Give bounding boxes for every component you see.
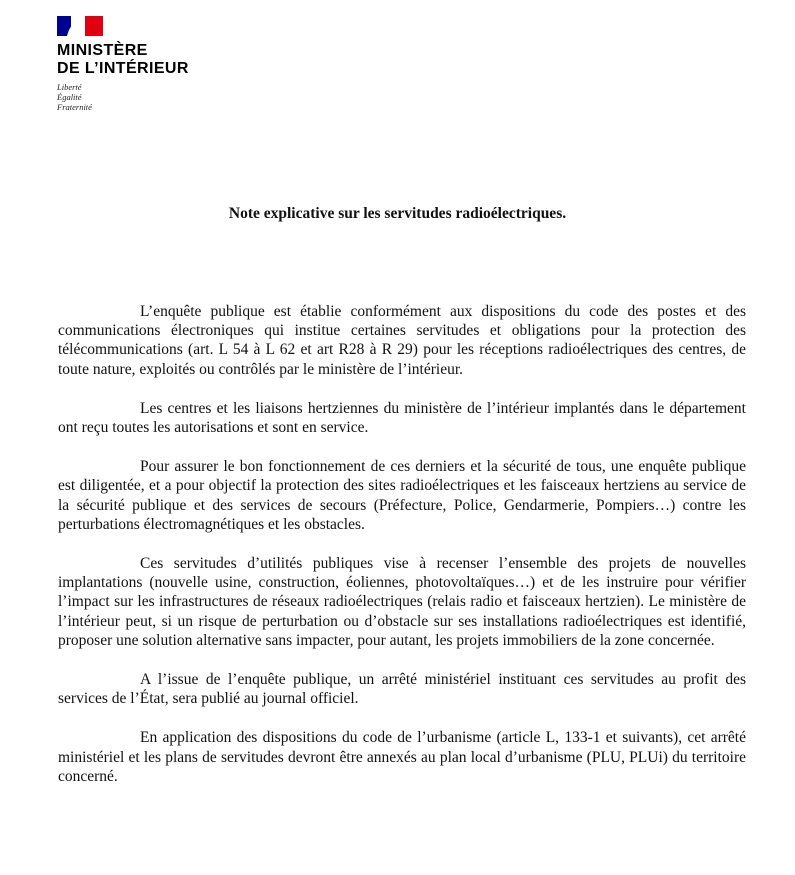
marianne-flag-icon (57, 14, 107, 38)
motto-egalite: Égalité (57, 92, 82, 102)
motto-liberte: Liberté (57, 82, 82, 92)
paragraph-3: Pour assurer le bon fonctionnement de ces derniers et la sécurité de tous, une enquête publique est diligentée, et a pour objectif la protection des sites radioélectriques et les faisceaux hertziens au service de la sécurité publique et des services de secours (Préfecture, Police, Gendarmerie, Pompiers…) contre les perturbations électromagnétiques et les obstacles. (58, 458, 746, 533)
ministry-logo (57, 14, 257, 112)
paragraph-5: A l’issue de l’enquête publique, un arrêté ministériel instituant ces servitudes au profit des services de l’État, sera publié au journal officiel. (58, 671, 746, 708)
paragraph-6: En application des dispositions du code de l’urbanisme (article L, 133-1 et suivants), cet arrêté ministériel et les plans de servitudes devront être annexés au plan local d’urbanisme (PLU, PLUi) du territoire concerné. (58, 729, 746, 785)
ministry-name (57, 42, 257, 78)
ministry-name-line2: DE L’INTÉRIEUR (57, 60, 189, 77)
paragraph-4: Ces servitudes d’utilités publiques vise à recenser l’ensemble des projets de nouvelles implantations (nouvelle usine, construction, éoliennes, photovoltaïques…) et de les instruire pour vérifier l’impact sur les infrastructures de réseaux radioélectriques (relais radio et faisceaux hertzien). Le ministère de l’intérieur peut, si un risque de perturbation ou d’obstacle sur ses installations radioélectriques est identifié, proposer une solution alternative sans impacter, pour autant, les projets immobiliers de la zone concernée. (58, 555, 746, 649)
document-title: Note explicative sur les servitudes radioélectriques. (228, 205, 567, 222)
paragraph-1: L’enquête publique est établie conformément aux dispositions du code des postes et des communications électroniques qui institue certaines servitudes et obligations pour la protection des télécommunications (art. L 54 à L 62 et art R28 à R 29) pour les réceptions radioélectriques des centres, de toute nature, exploités ou contrôlés par le ministère de l’intérieur. (58, 303, 746, 378)
motto-fraternite: Fraternité (57, 102, 92, 112)
document-body (58, 302, 746, 806)
paragraph-2: Les centres et les liaisons hertziennes du ministère de l’intérieur implantés dans le département ont reçu toutes les autorisations et sont en service. (58, 399, 746, 437)
republic-motto (57, 82, 257, 112)
ministry-name-line1: MINISTÈRE (57, 42, 148, 59)
